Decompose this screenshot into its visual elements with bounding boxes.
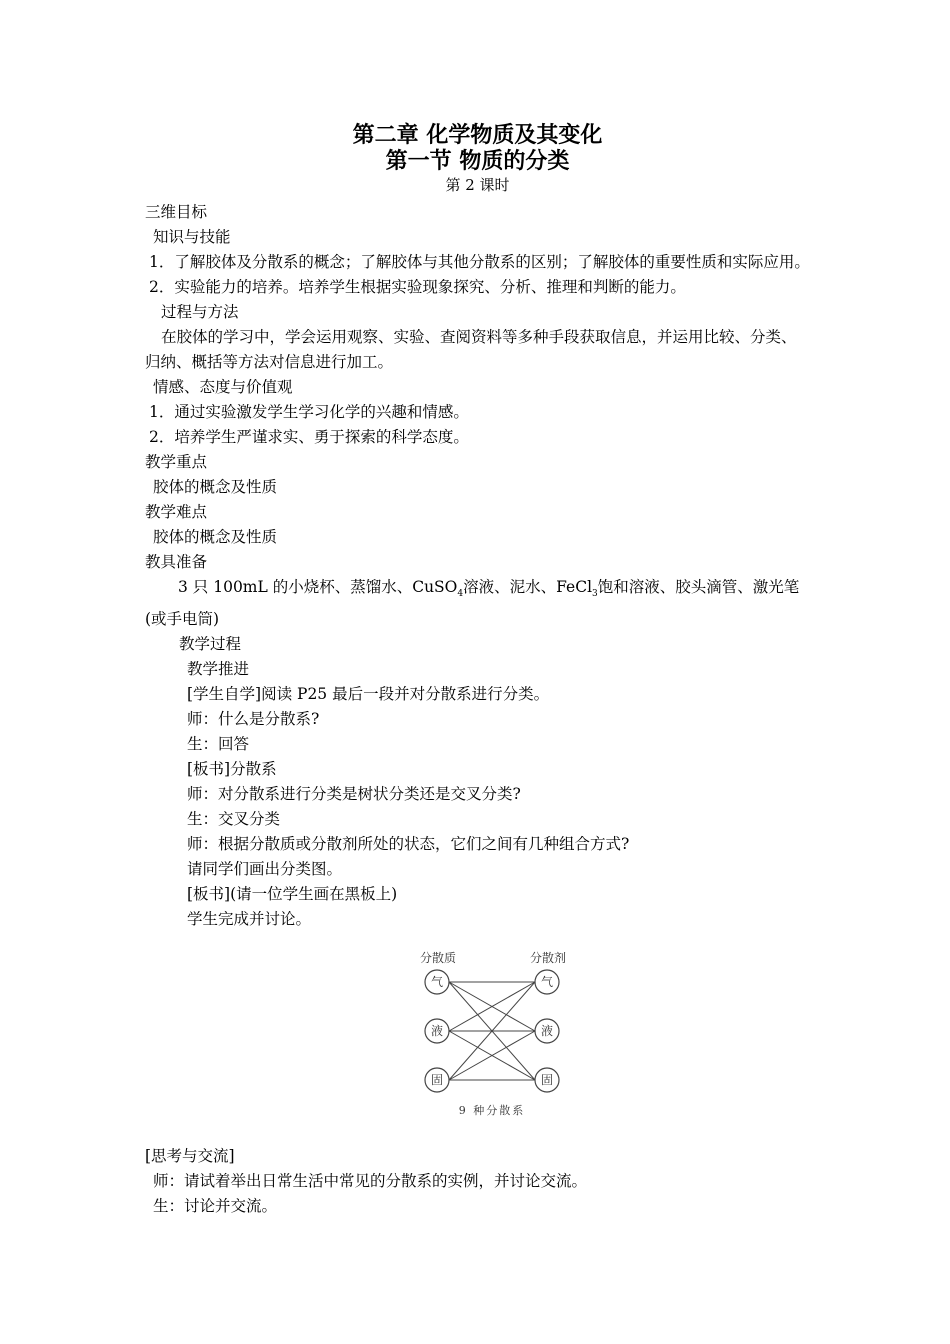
difficulty-text: 胶体的概念及性质 xyxy=(153,528,278,546)
process-text: 在胶体的学习中，学会运用观察、实验、查阅资料等多种手段获取信息，并运用比较、分类、归纳、概括等方法对信息进行加工。 xyxy=(145,328,797,371)
process-line-6: 生：交叉分类 xyxy=(187,810,281,829)
difficulty-heading: 教学难点 xyxy=(145,503,208,521)
emotion-item-1: 1．通过实验激发学生学习化学的兴趣和情感。 xyxy=(149,403,469,421)
key-point-heading: 教学重点 xyxy=(145,453,208,471)
process-line-9: [板书](请一位学生画在黑板上) xyxy=(187,885,398,904)
emotion-heading: 情感、态度与价值观 xyxy=(153,378,293,396)
diagram-right-label: 分散剂 xyxy=(529,951,567,965)
diagram-svg xyxy=(408,944,588,1124)
process-line-10: 学生完成并讨论。 xyxy=(187,910,312,929)
process-line-3: 生：回答 xyxy=(187,735,250,754)
process-line-7: 师：根据分散质或分散剂所处的状态，它们之间有几种组合方式? xyxy=(187,835,630,854)
chapter-title: 第二章 化学物质及其变化 xyxy=(352,122,603,148)
dispersion-system-diagram xyxy=(408,944,588,1124)
node-right-gas-label: 气 xyxy=(540,975,554,989)
process-line-1: [学生自学]阅读 P25 最后一段并对分散系进行分类。 xyxy=(187,685,550,704)
section-title: 第一节 物质的分类 xyxy=(385,148,570,174)
discussion-teacher: 师：请试着举出日常生活中常见的分散系的实例，并讨论交流。 xyxy=(153,1172,588,1190)
diagram-connections xyxy=(449,982,535,1080)
key-point-text: 胶体的概念及性质 xyxy=(153,478,278,496)
node-left-solid-label: 固 xyxy=(430,1073,444,1087)
knowledge-item-2: 2．实验能力的培养。培养学生根据实验现象探究、分析、推理和判断的能力。 xyxy=(149,278,686,296)
diagram-caption: 9 种分散系 xyxy=(458,1104,526,1117)
objectives-heading: 三维目标 xyxy=(145,203,208,221)
teaching-step-heading: 教学推进 xyxy=(187,660,250,679)
teaching-process-heading: 教学过程 xyxy=(179,635,242,654)
node-left-liquid-label: 液 xyxy=(430,1024,444,1038)
diagram-left-label: 分散质 xyxy=(419,951,457,965)
knowledge-item-1: 1．了解胶体及分散系的概念；了解胶体与其他分散系的区别；了解胶体的重要性质和实际应用。 xyxy=(149,253,810,271)
materials-text: 3 只 100mL 的小烧杯、蒸馏水、CuSO$_4$溶液、泥水、FeCl$_3$饱和溶液、胶头滴管、激光笔(或手电筒) xyxy=(145,578,800,629)
process-line-2: 师：什么是分散系? xyxy=(187,710,320,729)
document-body xyxy=(145,122,810,932)
node-right-liquid-label: 液 xyxy=(540,1024,554,1038)
knowledge-heading: 知识与技能 xyxy=(153,228,231,246)
emotion-item-2: 2．培养学生严谨求实、勇于探索的科学态度。 xyxy=(149,428,469,446)
discussion-student: 生：讨论并交流。 xyxy=(153,1197,278,1215)
process-line-8: 请同学们画出分类图。 xyxy=(187,860,343,879)
lesson-number: 第 2 课时 xyxy=(445,176,510,194)
process-line-5: 师：对分散系进行分类是树状分类还是交叉分类? xyxy=(187,785,521,804)
discussion-heading: [思考与交流] xyxy=(145,1147,235,1165)
materials-heading: 教具准备 xyxy=(145,553,208,571)
node-left-gas-label: 气 xyxy=(430,975,444,989)
process-line-4: [板书]分散系 xyxy=(187,760,277,779)
node-right-solid-label: 固 xyxy=(540,1073,554,1087)
discussion-section xyxy=(145,1144,810,1219)
process-heading: 过程与方法 xyxy=(161,303,239,321)
